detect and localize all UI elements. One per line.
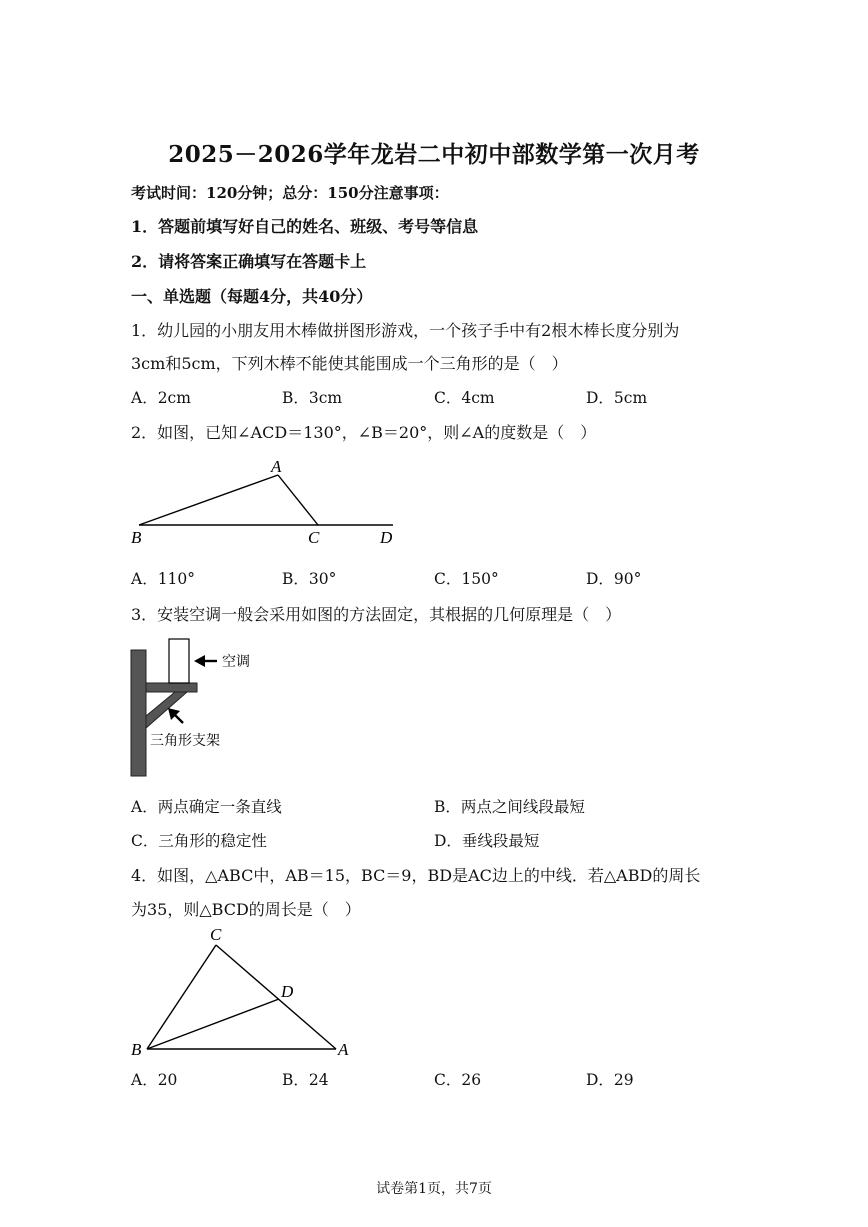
ac-bracket-figure-q3 [125,632,275,782]
air-conditioner [169,639,189,683]
segment-ca [216,945,336,1049]
question-2-option-b: B．30° [282,570,337,588]
label-c: C [308,528,320,547]
segment-bd [147,999,279,1049]
shelf [146,683,197,692]
ac-arrow-icon [194,655,205,667]
question-2-option-d: D．90° [586,570,642,588]
question-1-line-1: 1．幼儿园的小朋友用木棒做拼图形游戏，一个孩子手中有2根木棒长度分别为 [131,321,680,340]
question-4-line-1: 4．如图，△ABC中，AB＝15，BC＝9，BD是AC边上的中线．若△ABD的周长 [131,866,701,885]
question-4-option-c: C．26 [434,1071,482,1089]
question-1-option-c: C．4cm [434,389,495,407]
question-2-option-a: A．110° [131,570,196,588]
triangle-figure-q4 [125,922,365,1067]
label-b: B [131,1040,142,1059]
question-4-option-b: B．24 [282,1071,329,1089]
segment-ac [278,475,318,525]
question-1-option-a: A．2cm [131,389,191,407]
question-4-option-a: A．20 [131,1071,178,1089]
question-1-option-b: B．3cm [282,389,343,407]
question-2-stem: 2．如图，已知∠ACD＝130°，∠B＝20°，则∠A的度数是（ ） [131,423,597,442]
question-1-option-d: D．5cm [586,389,648,407]
question-1-line-2: 3cm和5cm，下列木棒不能使其能围成一个三角形的是（ ） [131,354,568,373]
page-footer: 试卷第1页，共7页 [376,1181,492,1197]
brace [146,692,187,728]
wall [131,650,146,776]
label-d: D [380,528,393,547]
question-4-option-d: D．29 [586,1071,634,1089]
exam-meta: 考试时间：120分钟；总分：150分注意事项： [131,184,449,202]
note-2: 2．请将答案正确填写在答题卡上 [131,252,367,271]
label-ac: 空调 [222,654,250,670]
label-d: D [281,982,294,1001]
page-title: 2025－2026学年龙岩二中初中部数学第一次月考 [168,141,700,168]
label-a: A [338,1040,349,1059]
segment-bc [147,945,216,1049]
segment-ba [139,475,278,525]
question-3-option-c: C．三角形的稳定性 [131,832,267,850]
label-c: C [210,925,222,944]
question-3-option-d: D．垂线段最短 [434,832,540,850]
note-1: 1．答题前填写好自己的姓名、班级、考号等信息 [131,217,479,236]
question-2-option-c: C．150° [434,570,499,588]
question-3-option-a: A．两点确定一条直线 [131,798,282,816]
label-bracket: 三角形支架 [150,733,220,749]
section-header: 一、单选题（每题4分，共40分） [131,287,373,306]
triangle-figure-q2 [125,455,410,550]
question-3-option-b: B．两点之间线段最短 [434,798,585,816]
label-b: B [131,528,142,547]
question-4-line-2: 为35，则△BCD的周长是（ ） [131,900,361,919]
label-a: A [271,457,282,476]
question-3-stem: 3．安装空调一般会采用如图的方法固定，其根据的几何原理是（ ） [131,605,622,624]
